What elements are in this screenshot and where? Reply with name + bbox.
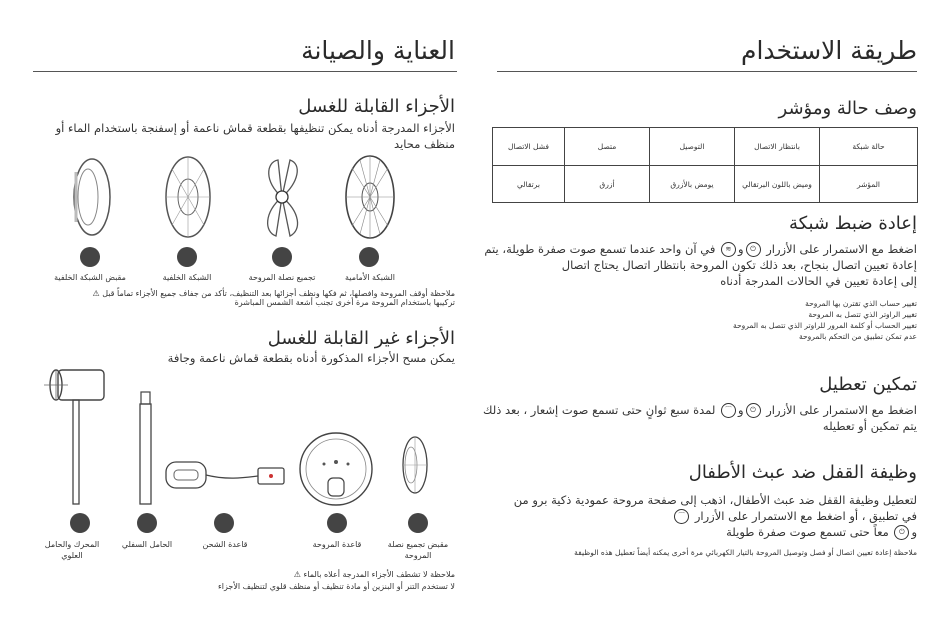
lock-section-title: وظيفة القفل ضد عبث الأطفال: [688, 462, 917, 483]
washable-part-label: الشبكة الأمامية: [345, 273, 395, 282]
washable-part-label: تجميع نصلة المروحة: [248, 273, 316, 282]
swing-button-icon: ⌒: [674, 509, 689, 524]
indicator-cell: برتقالي: [493, 166, 565, 203]
rear-grille-illustration: [158, 152, 218, 242]
washable-note: [25, 289, 455, 307]
charging-base-illustration: [162, 456, 290, 494]
power-button-icon: ⏻: [746, 403, 761, 418]
warning-icon: ⚠: [293, 570, 301, 579]
reset-text-3: إلى إعادة تعيين في الحالات المدرجة أدناه: [720, 274, 917, 288]
indicator-cell: يومض بالأزرق: [650, 166, 735, 203]
indicator-row-label: المؤشر: [820, 166, 918, 203]
part-marker-dot: [272, 247, 292, 267]
status-cell: فشل الاتصال: [493, 128, 565, 166]
status-cell: بانتظار الاتصال: [735, 128, 820, 166]
power-button-icon: ⏻: [894, 525, 909, 540]
part-marker-dot: [177, 247, 197, 267]
status-cell: التوصيل: [650, 128, 735, 166]
usage-title: طريقة الاستخدام: [740, 36, 917, 65]
enable-section-title: تمكين تعطيل: [819, 374, 917, 395]
enable-paragraph: اضغط مع الاستمرار على الأزرار ⏻و⌒ لمدة سبع ثوانٍ حتى تسمع صوت إشعار ، بعد ذلك يتم تمكين أو تعطيله: [483, 403, 917, 433]
reset-case-item: تغيير الحساب أو كلمة المرور للراوتر الذي تتصل به المروحة: [732, 321, 917, 330]
non-washable-note: [25, 570, 455, 591]
washable-note-1: ملاحظة أوقف المروحة وافصلها، ثم فكها ونظف أجزائها بعد التنظيف، تأكد من جفاف جميع الأجزاء تماماً قبل: [102, 289, 455, 298]
indicator-cell: أزرق: [565, 166, 650, 203]
enable-text-1a: اضغط مع الاستمرار على الأزرار: [766, 403, 917, 417]
status-row-network: [493, 128, 918, 166]
indicator-cell: وميض باللون البرتقالي: [735, 166, 820, 203]
care-title: العناية والصيانة: [301, 36, 455, 65]
reset-text-1: اضغط مع الاستمرار على الأزرار: [766, 242, 917, 256]
washable-part-label: مقبض الشبكة الخلفية: [54, 273, 126, 282]
non-washable-part-label: قاعدة المروحة: [312, 540, 362, 549]
reset-cases-list: [617, 298, 917, 342]
non-washable-part-label: الحامل السفلي: [121, 540, 173, 549]
part-marker-dot: [408, 513, 428, 533]
motor-upper-stand-illustration: [40, 362, 108, 508]
reset-text-2: إعادة تعيين اتصال بنجاح، بعد ذلك تكون المروحة بانتظار اتصال يحتاج اتصال: [561, 258, 917, 272]
reset-section-title: إعادة ضبط شبكة: [788, 213, 917, 234]
non-washable-part-label: قاعدة الشحن: [202, 540, 248, 549]
non-washable-note-2: لا تستخدم التنر أو البنزين أو مادة تنظيف أو منظف قلوي لتنظيف الأجزاء: [218, 582, 455, 591]
reset-text-1b: في آن واحد عندما تسمع صوت صفرة طويلة، يتم: [484, 242, 716, 256]
status-cell: متصل: [565, 128, 650, 166]
part-marker-dot: [137, 513, 157, 533]
fan-blade-assembly-illustration: [254, 152, 310, 242]
part-marker-dot: [359, 247, 379, 267]
fan-base-illustration: [294, 424, 380, 508]
part-marker-dot: [214, 513, 234, 533]
washable-desc-1: الأجزاء المدرجة أدناه يمكن تنظيفها بقطعة قماش ناعمة أو إسفنجة باستخدام الماء أو: [55, 121, 455, 135]
non-washable-section-title: الأجزاء غير القابلة للغسل: [267, 328, 455, 349]
part-marker-dot: [80, 247, 100, 267]
wifi-button-icon: ≋: [721, 242, 736, 257]
status-section-title: وصف حالة ومؤشر: [778, 98, 917, 119]
power-button-icon: ⏻: [746, 242, 761, 257]
reset-case-item: عدم تمكن تطبيق من التحكم بالمروحة: [798, 332, 917, 341]
rear-grille-handle-illustration: [62, 152, 122, 242]
usage-title-rule: [497, 71, 917, 72]
lock-text-2: في تطبيق ، أو اضغط مع الاستمرار على الأزرار: [694, 509, 917, 523]
swing-button-icon: ⌒: [721, 403, 736, 418]
lower-stand-illustration: [137, 390, 157, 508]
lock-text-1: لتعطيل وظيفة القفل ضد عبث الأطفال، اذهب إلى صفحة مروحة عمودية ذكية برو من: [513, 493, 917, 507]
non-washable-description: يمكن مسح الأجزاء المذكورة أدناه بقطعة قماش ناعمة وجافة: [167, 351, 455, 365]
front-grille-illustration: [340, 152, 400, 242]
reset-case-item: تغيير الراوتر الذي تتصل به المروحة: [808, 310, 917, 319]
lock-note: ملاحظة إعادة تعيين اتصال أو فصل وتوصيل المروحة بالتيار الكهربائي مرة أخرى يمكنه أيضاً تعطيل هذه الوظيفة: [574, 548, 917, 557]
status-row-label: حالة شبكة: [820, 128, 918, 166]
status-row-indicator: [493, 166, 918, 203]
washable-note-2: تركيبها باستخدام المروحة مرة أخرى تجنب أشعة الشمس المباشرة: [234, 298, 455, 307]
reset-paragraph: اضغط مع الاستمرار على الأزرار ⏻و≋ في آن واحد عندما تسمع صوت صفرة طويلة، يتم إعادة تعيين اتصال بنجاح، بعد ذلك تكون المروحة بانتظار اتصال يحتاج اتصال إلى إعادة تعيين في الحالات المدرجة أدناه: [484, 242, 917, 288]
reset-case-item: تغيير حساب الذي تقترن بها المروحة: [805, 299, 917, 308]
part-marker-dot: [327, 513, 347, 533]
non-washable-part-label: مقبض تجميع نصلة المروحة: [387, 540, 449, 560]
washable-desc-2: منظف محايد: [394, 137, 455, 151]
washable-section-title: الأجزاء القابلة للغسل: [298, 96, 455, 117]
care-title-rule: [33, 71, 457, 72]
washable-part-label: الشبكة الخلفية: [162, 273, 212, 282]
lock-paragraph: لتعطيل وظيفة القفل ضد عبث الأطفال، اذهب إلى صفحة مروحة عمودية ذكية برو من في تطبيق ، أو اضغط مع الاستمرار على الأزرار ⌒ و⏻ معاً حتى تسمع صوت صفرة طويلة: [497, 492, 917, 540]
lock-text-3: معاً حتى تسمع صوت صفرة طويلة: [726, 525, 889, 539]
warning-icon: ⚠: [92, 289, 100, 298]
part-marker-dot: [70, 513, 90, 533]
enable-text-1b: لمدة سبع ثوانٍ حتى تسمع صوت إشعار ، بعد ذلك: [483, 403, 716, 417]
non-washable-part-label: المحرك والحامل العلوي: [44, 540, 100, 560]
enable-text-2: يتم تمكين أو تعطيله: [822, 419, 917, 433]
non-washable-note-1: ملاحظة لا تشطف الأجزاء المدرجة أعلاه بالماء: [303, 570, 455, 579]
blade-assembly-handle-illustration: [395, 430, 435, 500]
washable-description: [25, 120, 455, 152]
status-table: [492, 127, 918, 203]
